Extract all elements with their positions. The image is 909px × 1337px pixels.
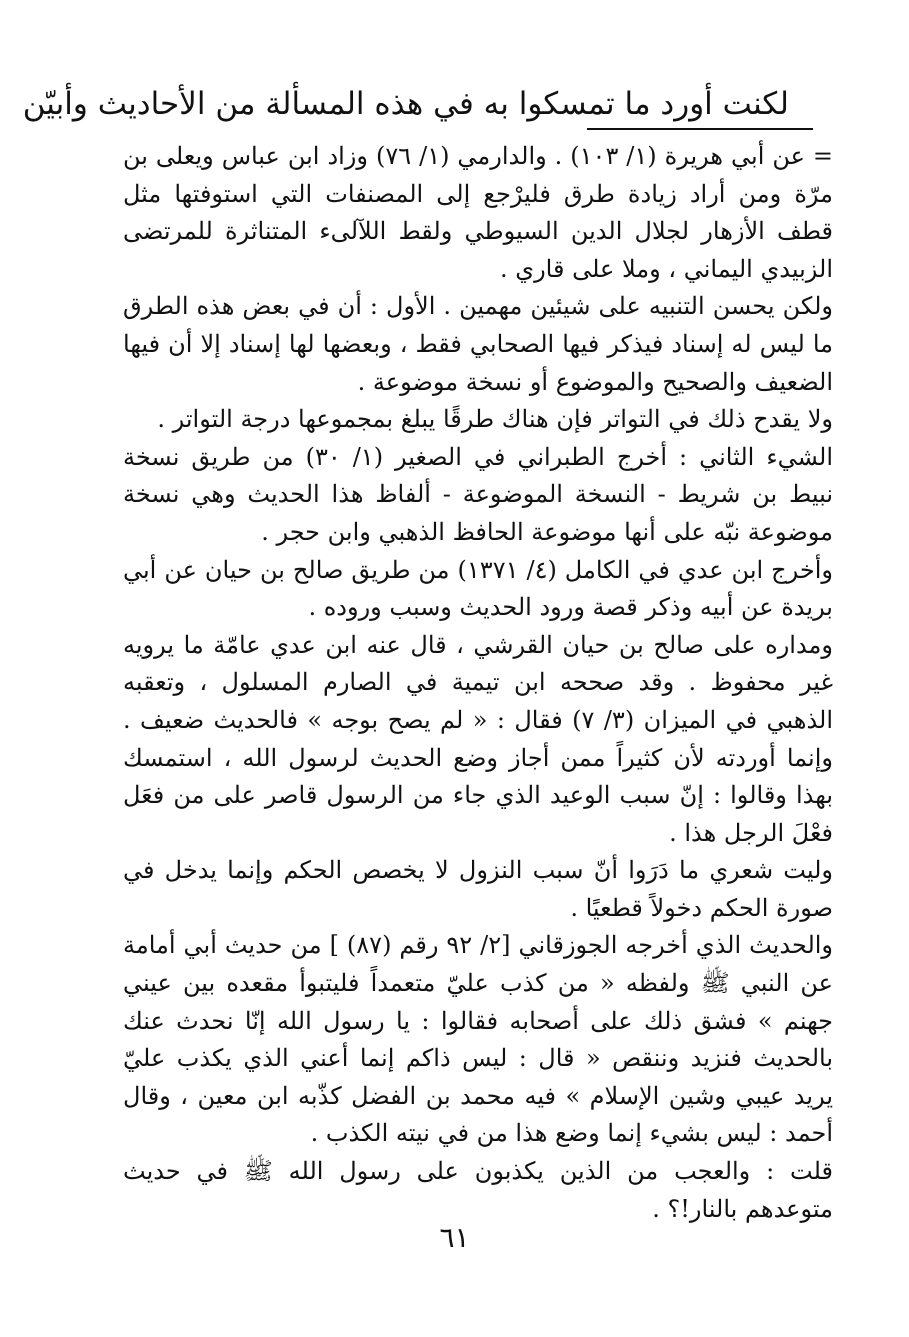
paragraph-3: ولا يقدح ذلك في التواتر فإن هناك طرقًا يبلغ بمجموعها درجة التواتر . bbox=[157, 405, 833, 434]
paragraph-5: وأخرج ابن عدي في الكامل (٤/ ١٣٧١) من طريق صالح بن حيان عن أبي بريدة عن أبيه وذكر قصة ورود الحديث وسبب وروده . bbox=[123, 555, 833, 622]
paragraph-9: قلت : والعجب من الذين يكذبون على رسول الله ﷺ في حديث متوعدهم بالنار!؟ . bbox=[123, 1157, 834, 1223]
paragraph-7: وليت شعري ما دَرَوا أنّ سبب النزول لا يخصص الحكم وإنما يدخل في صورة الحكم دخولاً قطعيًا . bbox=[123, 856, 833, 922]
footnote-body bbox=[123, 138, 833, 1228]
header-text-line: لكنت أورد ما تمسكوا به في هذه المسألة من الأحاديث وأبيّن bbox=[22, 86, 789, 122]
paragraph-1: = عن أبي هريرة (١/ ١٠٣) . والدارمي (١/ ٧٦) وزاد ابن عباس ويعلى بن مرّة ومن أراد زيادة طرق فليرْجع إلى المصنفات التي استوفتها مثل قطف الأزهار لجلال الدين السيوطي ولقط اللآلىء المتناثرة للمرتضى الزبيدي اليماني ، وملا على قاري . bbox=[123, 142, 834, 283]
footnote-separator-rule bbox=[587, 128, 813, 130]
paragraph-2: ولكن يحسن التنبيه على شيئين مهمين . الأول : أن في بعض هذه الطرق ما ليس له إسناد فيذكر فيها الصحابي فقط ، وبعضها لها إسناد إلا أن فيها الضعيف والصحيح والموضوع أو نسخة موضوعة . bbox=[123, 292, 833, 396]
paragraph-6: ومداره على صالح بن حيان القرشي ، قال عنه ابن عدي عامّة ما يرويه غير محفوظ . وقد صححه ابن تيمية في الصارم المسلول ، وتعقبه الذهبي في الميزان (٣/ ٧) فقال : « لم يصح بوجه » فالحديث ضعيف . وإنما أوردته لأن كثيراً ممن أجاز وضع الحديث لرسول الله ، استمسك بهذا وقالوا : إنّ سبب الوعيد الذي جاء من الرسول قاصر على من فعَل فعْلَ الرجل هذا . bbox=[123, 630, 834, 847]
paragraph-4: الشيء الثاني : أخرج الطبراني في الصغير (١/ ٣٠) من طريق نسخة نبيط بن شريط - النسخة الموضوعة - ألفاظ هذا الحديث وهي نسخة موضوعة نبّه على أنها موضوعة الحافظ الذهبي وابن حجر . bbox=[123, 442, 833, 546]
paragraph-8: والحديث الذي أخرجه الجوزقاني [٢/ ٩٢ رقم (٨٧) ] من حديث أبي أمامة عن النبي ﷺ ولفظه « من كذب عليّ متعمداً فليتبوأ مقعده بين عيني جهنم » فشق ذلك على أصحابه فقالوا : يا رسول الله إنّا نحدث عنك بالحديث فنزيد وننقص « قال : ليس ذاكم إنما أعني الذي يكذب عليّ يريد عيبي وشين الإسلام » فيه محمد بن الفضل كذّبه ابن معين ، وقال أحمد : ليس بشيء إنما وضع هذا من في نيته الكذب . bbox=[123, 931, 834, 1148]
page-number: ٦١ bbox=[439, 1221, 470, 1254]
